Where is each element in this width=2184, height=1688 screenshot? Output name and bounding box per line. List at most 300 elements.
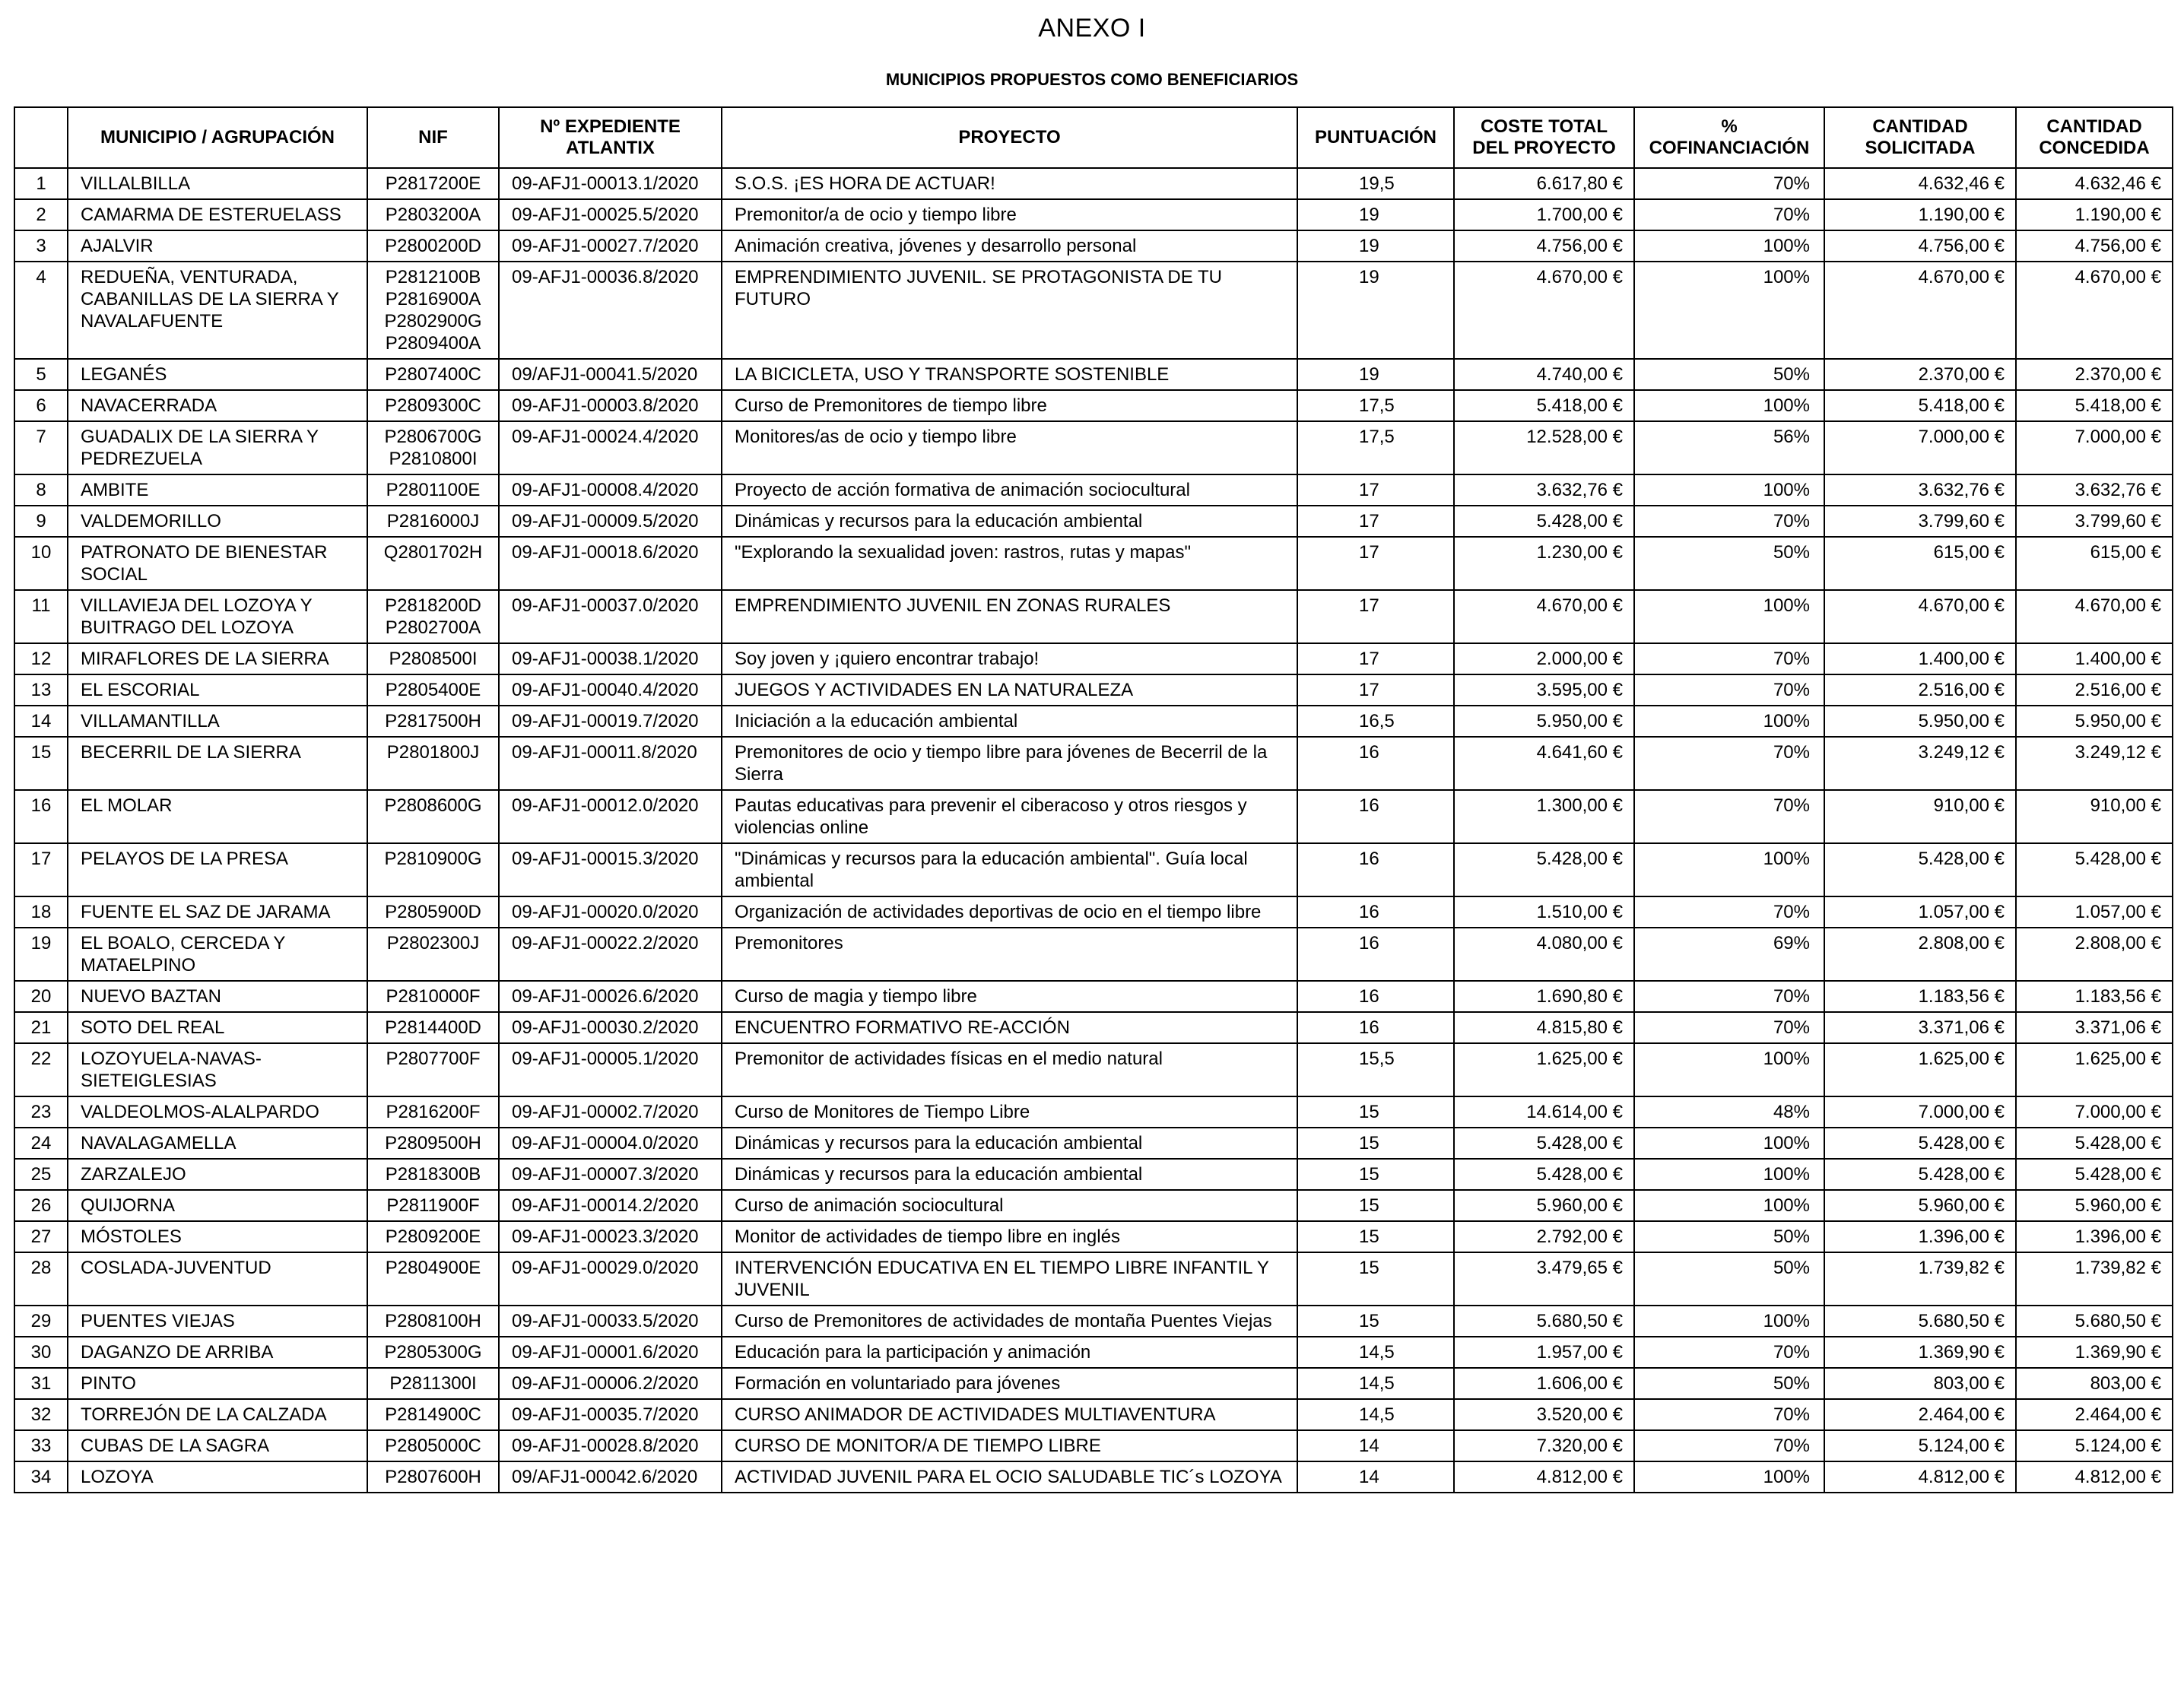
municipio-cell: PUENTES VIEJAS	[68, 1306, 367, 1337]
municipio-cell: NAVACERRADA	[68, 390, 367, 421]
table-row	[14, 590, 2173, 643]
municipio-cell: COSLADA-JUVENTUD	[68, 1252, 367, 1306]
cofinanciacion-cell: 50%	[1634, 1221, 1824, 1252]
cofinanciacion-cell: 50%	[1634, 359, 1824, 390]
cofinanciacion-cell: 50%	[1634, 537, 1824, 590]
expediente-cell: 09-AFJ1-00037.0/2020	[499, 590, 722, 643]
header-cofinanciacion: % COFINANCIACIÓN	[1634, 107, 1824, 168]
concedida-cell: 2.808,00 €	[2016, 928, 2173, 981]
nif-cell	[367, 537, 499, 590]
solicitada-cell: 1.739,82 €	[1824, 1252, 2016, 1306]
puntuacion-cell: 14,5	[1297, 1368, 1454, 1399]
solicitada-cell: 5.428,00 €	[1824, 1159, 2016, 1190]
expediente-cell: 09-AFJ1-00023.3/2020	[499, 1221, 722, 1252]
nif-value: P2807400C	[385, 364, 481, 385]
table-row	[14, 359, 2173, 390]
nif-cell	[367, 359, 499, 390]
puntuacion-cell: 16	[1297, 1012, 1454, 1043]
table-row	[14, 506, 2173, 537]
nif-value: P2810900G	[384, 849, 482, 869]
expediente-cell: 09-AFJ1-00005.1/2020	[499, 1043, 722, 1096]
nif-cell	[367, 1306, 499, 1337]
expediente-cell: 09-AFJ1-00028.8/2020	[499, 1430, 722, 1461]
expediente-cell: 09-AFJ1-00009.5/2020	[499, 506, 722, 537]
expediente-cell: 09-AFJ1-00012.0/2020	[499, 790, 722, 843]
expediente-cell: 09-AFJ1-00003.8/2020	[499, 390, 722, 421]
nif-value: P2816900A	[385, 289, 481, 309]
table-row	[14, 1252, 2173, 1306]
row-number: 1	[14, 168, 68, 199]
table-row	[14, 1012, 2173, 1043]
concedida-cell: 3.249,12 €	[2016, 737, 2173, 790]
row-number: 12	[14, 643, 68, 674]
municipio-cell: LEGANÉS	[68, 359, 367, 390]
proyecto-cell: INTERVENCIÓN EDUCATIVA EN EL TIEMPO LIBRE INFANTIL Y JUVENIL	[722, 1252, 1297, 1306]
table-row	[14, 1399, 2173, 1430]
concedida-cell: 5.950,00 €	[2016, 706, 2173, 737]
cofinanciacion-cell: 70%	[1634, 1430, 1824, 1461]
nif-value: P2805000C	[385, 1436, 481, 1456]
row-number: 27	[14, 1221, 68, 1252]
nif-value: Q2801702H	[383, 542, 483, 563]
solicitada-cell: 3.371,06 €	[1824, 1012, 2016, 1043]
row-number: 17	[14, 843, 68, 896]
municipio-cell: GUADALIX DE LA SIERRA Y PEDREZUELA	[68, 421, 367, 474]
beneficiaries-table	[14, 106, 2173, 1493]
municipio-cell: EL MOLAR	[68, 790, 367, 843]
nif-value: P2809500H	[385, 1133, 481, 1153]
nif-value: P2810000F	[386, 986, 481, 1007]
concedida-cell: 2.464,00 €	[2016, 1399, 2173, 1430]
coste-cell: 4.740,00 €	[1454, 359, 1634, 390]
nif-value: P2802300J	[386, 933, 480, 953]
coste-cell: 5.428,00 €	[1454, 1159, 1634, 1190]
header-cantidad-solicitada: CANTIDAD SOLICITADA	[1824, 107, 2016, 168]
coste-cell: 4.080,00 €	[1454, 928, 1634, 981]
solicitada-cell: 1.400,00 €	[1824, 643, 2016, 674]
puntuacion-cell: 14	[1297, 1430, 1454, 1461]
municipio-cell: QUIJORNA	[68, 1190, 367, 1221]
row-number: 32	[14, 1399, 68, 1430]
table-row	[14, 262, 2173, 359]
expediente-cell: 09-AFJ1-00001.6/2020	[499, 1337, 722, 1368]
cofinanciacion-cell: 70%	[1634, 737, 1824, 790]
nif-value: P2810800I	[389, 449, 478, 469]
expediente-cell: 09-AFJ1-00014.2/2020	[499, 1190, 722, 1221]
solicitada-cell: 4.812,00 €	[1824, 1461, 2016, 1493]
proyecto-cell: S.O.S. ¡ES HORA DE ACTUAR!	[722, 168, 1297, 199]
row-number: 4	[14, 262, 68, 359]
solicitada-cell: 1.625,00 €	[1824, 1043, 2016, 1096]
puntuacion-cell: 15	[1297, 1159, 1454, 1190]
concedida-cell: 1.057,00 €	[2016, 896, 2173, 928]
nif-value: P2807700F	[386, 1049, 481, 1069]
nif-value: P2803200A	[385, 205, 481, 225]
concedida-cell: 1.396,00 €	[2016, 1221, 2173, 1252]
proyecto-cell: Curso de Monitores de Tiempo Libre	[722, 1096, 1297, 1128]
puntuacion-cell: 19,5	[1297, 168, 1454, 199]
nif-value: P2802700A	[385, 617, 481, 638]
concedida-cell: 7.000,00 €	[2016, 421, 2173, 474]
cofinanciacion-cell: 100%	[1634, 1461, 1824, 1493]
municipio-cell: AMBITE	[68, 474, 367, 506]
puntuacion-cell: 16	[1297, 928, 1454, 981]
municipio-cell: CUBAS DE LA SAGRA	[68, 1430, 367, 1461]
puntuacion-cell: 15	[1297, 1306, 1454, 1337]
concedida-cell: 1.739,82 €	[2016, 1252, 2173, 1306]
expediente-cell: 09-AFJ1-00019.7/2020	[499, 706, 722, 737]
nif-value: P2818200D	[385, 595, 481, 616]
nif-cell	[367, 262, 499, 359]
municipio-cell: DAGANZO DE ARRIBA	[68, 1337, 367, 1368]
proyecto-cell: ACTIVIDAD JUVENIL PARA EL OCIO SALUDABLE TIC´s LOZOYA	[722, 1461, 1297, 1493]
puntuacion-cell: 16	[1297, 790, 1454, 843]
proyecto-cell: CURSO DE MONITOR/A DE TIEMPO LIBRE	[722, 1430, 1297, 1461]
coste-cell: 1.230,00 €	[1454, 537, 1634, 590]
row-number: 3	[14, 230, 68, 262]
concedida-cell: 803,00 €	[2016, 1368, 2173, 1399]
proyecto-cell: Formación en voluntariado para jóvenes	[722, 1368, 1297, 1399]
nif-cell	[367, 168, 499, 199]
solicitada-cell: 5.960,00 €	[1824, 1190, 2016, 1221]
proyecto-cell: Premonitor de actividades físicas en el medio natural	[722, 1043, 1297, 1096]
cofinanciacion-cell: 100%	[1634, 474, 1824, 506]
cofinanciacion-cell: 56%	[1634, 421, 1824, 474]
concedida-cell: 3.371,06 €	[2016, 1012, 2173, 1043]
proyecto-cell: Curso de Premonitores de actividades de montaña Puentes Viejas	[722, 1306, 1297, 1337]
municipio-cell: NUEVO BAZTAN	[68, 981, 367, 1012]
concedida-cell: 5.124,00 €	[2016, 1430, 2173, 1461]
nif-cell	[367, 421, 499, 474]
coste-cell: 1.300,00 €	[1454, 790, 1634, 843]
nif-cell	[367, 1012, 499, 1043]
cofinanciacion-cell: 100%	[1634, 1043, 1824, 1096]
nif-value: P2811300I	[389, 1373, 477, 1394]
nif-cell	[367, 790, 499, 843]
municipio-cell: REDUEÑA, VENTURADA, CABANILLAS DE LA SIERRA Y NAVALAFUENTE	[68, 262, 367, 359]
solicitada-cell: 615,00 €	[1824, 537, 2016, 590]
nif-cell	[367, 474, 499, 506]
proyecto-cell: Soy joven y ¡quiero encontrar trabajo!	[722, 643, 1297, 674]
table-row	[14, 1221, 2173, 1252]
nif-value: P2816200F	[386, 1102, 481, 1122]
solicitada-cell: 7.000,00 €	[1824, 1096, 2016, 1128]
table-row	[14, 790, 2173, 843]
proyecto-cell: Monitores/as de ocio y tiempo libre	[722, 421, 1297, 474]
cofinanciacion-cell: 100%	[1634, 590, 1824, 643]
cofinanciacion-cell: 50%	[1634, 1368, 1824, 1399]
row-number: 24	[14, 1128, 68, 1159]
solicitada-cell: 1.190,00 €	[1824, 199, 2016, 230]
puntuacion-cell: 17,5	[1297, 390, 1454, 421]
proyecto-cell: Premonitores	[722, 928, 1297, 981]
nif-value: P2818300B	[385, 1164, 481, 1185]
nif-value: P2804900E	[385, 1258, 481, 1278]
cofinanciacion-cell: 100%	[1634, 230, 1824, 262]
coste-cell: 1.510,00 €	[1454, 896, 1634, 928]
puntuacion-cell: 14,5	[1297, 1399, 1454, 1430]
proyecto-cell: EMPRENDIMIENTO JUVENIL. SE PROTAGONISTA DE TU FUTURO	[722, 262, 1297, 359]
municipio-cell: PATRONATO DE BIENESTAR SOCIAL	[68, 537, 367, 590]
nif-value: P2809300C	[385, 395, 481, 416]
concedida-cell: 3.632,76 €	[2016, 474, 2173, 506]
table-row	[14, 843, 2173, 896]
expediente-cell: 09/AFJ1-00041.5/2020	[499, 359, 722, 390]
header-cantidad-concedida: CANTIDAD CONCEDIDA	[2016, 107, 2173, 168]
row-number: 13	[14, 674, 68, 706]
nif-cell	[367, 706, 499, 737]
municipio-cell: LOZOYA	[68, 1461, 367, 1493]
solicitada-cell: 2.464,00 €	[1824, 1399, 2016, 1430]
coste-cell: 3.520,00 €	[1454, 1399, 1634, 1430]
proyecto-cell: Premonitores de ocio y tiempo libre para jóvenes de Becerril de la Sierra	[722, 737, 1297, 790]
expediente-cell: 09-AFJ1-00027.7/2020	[499, 230, 722, 262]
solicitada-cell: 1.369,90 €	[1824, 1337, 2016, 1368]
municipio-cell: LOZOYUELA-NAVAS-SIETEIGLESIAS	[68, 1043, 367, 1096]
solicitada-cell: 4.632,46 €	[1824, 168, 2016, 199]
cofinanciacion-cell: 100%	[1634, 1306, 1824, 1337]
concedida-cell: 5.960,00 €	[2016, 1190, 2173, 1221]
nif-cell	[367, 1159, 499, 1190]
concedida-cell: 5.428,00 €	[2016, 1128, 2173, 1159]
coste-cell: 4.756,00 €	[1454, 230, 1634, 262]
row-number: 23	[14, 1096, 68, 1128]
coste-cell: 5.428,00 €	[1454, 843, 1634, 896]
proyecto-cell: "Explorando la sexualidad joven: rastros, rutas y mapas"	[722, 537, 1297, 590]
proyecto-cell: EMPRENDIMIENTO JUVENIL EN ZONAS RURALES	[722, 590, 1297, 643]
nif-cell	[367, 981, 499, 1012]
cofinanciacion-cell: 70%	[1634, 790, 1824, 843]
header-coste-total: COSTE TOTAL DEL PROYECTO	[1454, 107, 1634, 168]
cofinanciacion-cell: 70%	[1634, 643, 1824, 674]
puntuacion-cell: 15,5	[1297, 1043, 1454, 1096]
nif-value: P2816000J	[386, 511, 480, 531]
nif-cell	[367, 896, 499, 928]
nif-value: P2817200E	[385, 173, 481, 194]
row-number: 16	[14, 790, 68, 843]
municipio-cell: FUENTE EL SAZ DE JARAMA	[68, 896, 367, 928]
proyecto-cell: Curso de magia y tiempo libre	[722, 981, 1297, 1012]
header-puntuacion: PUNTUACIÓN	[1297, 107, 1454, 168]
proyecto-cell: CURSO ANIMADOR DE ACTIVIDADES MULTIAVENTURA	[722, 1399, 1297, 1430]
nif-value: P2812100B	[385, 267, 481, 287]
proyecto-cell: Monitor de actividades de tiempo libre en inglés	[722, 1221, 1297, 1252]
puntuacion-cell: 15	[1297, 1252, 1454, 1306]
coste-cell: 5.960,00 €	[1454, 1190, 1634, 1221]
nif-cell	[367, 1461, 499, 1493]
coste-cell: 4.815,80 €	[1454, 1012, 1634, 1043]
nif-cell	[367, 506, 499, 537]
table-row	[14, 706, 2173, 737]
table-row	[14, 1043, 2173, 1096]
proyecto-cell: Dinámicas y recursos para la educación ambiental	[722, 1159, 1297, 1190]
puntuacion-cell: 16	[1297, 737, 1454, 790]
table-row	[14, 1430, 2173, 1461]
table-row	[14, 1368, 2173, 1399]
row-number: 30	[14, 1337, 68, 1368]
proyecto-cell: Curso de Premonitores de tiempo libre	[722, 390, 1297, 421]
cofinanciacion-cell: 70%	[1634, 1012, 1824, 1043]
coste-cell: 1.957,00 €	[1454, 1337, 1634, 1368]
municipio-cell: VALDEOLMOS-ALALPARDO	[68, 1096, 367, 1128]
cofinanciacion-cell: 70%	[1634, 199, 1824, 230]
municipio-cell: SOTO DEL REAL	[68, 1012, 367, 1043]
puntuacion-cell: 15	[1297, 1190, 1454, 1221]
table-row	[14, 1159, 2173, 1190]
header-number	[14, 107, 68, 168]
solicitada-cell: 1.057,00 €	[1824, 896, 2016, 928]
coste-cell: 5.418,00 €	[1454, 390, 1634, 421]
solicitada-cell: 3.632,76 €	[1824, 474, 2016, 506]
nif-value: P2814900C	[385, 1404, 481, 1425]
cofinanciacion-cell: 70%	[1634, 1337, 1824, 1368]
row-number: 25	[14, 1159, 68, 1190]
cofinanciacion-cell: 100%	[1634, 706, 1824, 737]
solicitada-cell: 4.756,00 €	[1824, 230, 2016, 262]
proyecto-cell: ENCUENTRO FORMATIVO RE-ACCIÓN	[722, 1012, 1297, 1043]
concedida-cell: 3.799,60 €	[2016, 506, 2173, 537]
row-number: 34	[14, 1461, 68, 1493]
row-number: 29	[14, 1306, 68, 1337]
table-body	[14, 168, 2173, 1493]
coste-cell: 5.680,50 €	[1454, 1306, 1634, 1337]
municipio-cell: TORREJÓN DE LA CALZADA	[68, 1399, 367, 1430]
coste-cell: 12.528,00 €	[1454, 421, 1634, 474]
solicitada-cell: 5.428,00 €	[1824, 1128, 2016, 1159]
coste-cell: 5.428,00 €	[1454, 1128, 1634, 1159]
solicitada-cell: 5.124,00 €	[1824, 1430, 2016, 1461]
nif-value: P2808500I	[389, 649, 478, 669]
coste-cell: 5.428,00 €	[1454, 506, 1634, 537]
nif-value: P2814400D	[385, 1017, 481, 1038]
puntuacion-cell: 16	[1297, 981, 1454, 1012]
puntuacion-cell: 17	[1297, 506, 1454, 537]
row-number: 2	[14, 199, 68, 230]
table-row	[14, 537, 2173, 590]
puntuacion-cell: 17	[1297, 537, 1454, 590]
expediente-cell: 09-AFJ1-00002.7/2020	[499, 1096, 722, 1128]
expediente-cell: 09-AFJ1-00040.4/2020	[499, 674, 722, 706]
cofinanciacion-cell: 100%	[1634, 262, 1824, 359]
concedida-cell: 1.183,56 €	[2016, 981, 2173, 1012]
puntuacion-cell: 17	[1297, 474, 1454, 506]
proyecto-cell: Dinámicas y recursos para la educación ambiental	[722, 506, 1297, 537]
row-number: 8	[14, 474, 68, 506]
row-number: 7	[14, 421, 68, 474]
proyecto-cell: Proyecto de acción formativa de animación sociocultural	[722, 474, 1297, 506]
cofinanciacion-cell: 70%	[1634, 506, 1824, 537]
solicitada-cell: 3.249,12 €	[1824, 737, 2016, 790]
puntuacion-cell: 19	[1297, 199, 1454, 230]
row-number: 21	[14, 1012, 68, 1043]
cofinanciacion-cell: 69%	[1634, 928, 1824, 981]
expediente-cell: 09-AFJ1-00030.2/2020	[499, 1012, 722, 1043]
nif-cell	[367, 843, 499, 896]
cofinanciacion-cell: 100%	[1634, 390, 1824, 421]
table-row	[14, 1096, 2173, 1128]
table-row	[14, 1337, 2173, 1368]
table-row	[14, 674, 2173, 706]
puntuacion-cell: 17,5	[1297, 421, 1454, 474]
proyecto-cell: Curso de animación sociocultural	[722, 1190, 1297, 1221]
nif-cell	[367, 1043, 499, 1096]
nif-cell	[367, 1337, 499, 1368]
solicitada-cell: 2.808,00 €	[1824, 928, 2016, 981]
nif-cell	[367, 643, 499, 674]
solicitada-cell: 1.183,56 €	[1824, 981, 2016, 1012]
row-number: 22	[14, 1043, 68, 1096]
table-row	[14, 474, 2173, 506]
nif-cell	[367, 1128, 499, 1159]
puntuacion-cell: 17	[1297, 643, 1454, 674]
municipio-cell: MÓSTOLES	[68, 1221, 367, 1252]
concedida-cell: 5.428,00 €	[2016, 1159, 2173, 1190]
coste-cell: 3.632,76 €	[1454, 474, 1634, 506]
table-header-row	[14, 107, 2173, 168]
solicitada-cell: 5.428,00 €	[1824, 843, 2016, 896]
coste-cell: 4.641,60 €	[1454, 737, 1634, 790]
expediente-cell: 09-AFJ1-00035.7/2020	[499, 1399, 722, 1430]
municipio-cell: VILLAMANTILLA	[68, 706, 367, 737]
municipio-cell: PELAYOS DE LA PRESA	[68, 843, 367, 896]
concedida-cell: 1.400,00 €	[2016, 643, 2173, 674]
table-row	[14, 1190, 2173, 1221]
row-number: 33	[14, 1430, 68, 1461]
concedida-cell: 4.670,00 €	[2016, 262, 2173, 359]
expediente-cell: 09-AFJ1-00020.0/2020	[499, 896, 722, 928]
document-subtitle: MUNICIPIOS PROPUESTOS COMO BENEFICIARIOS	[885, 70, 1299, 89]
concedida-cell: 2.370,00 €	[2016, 359, 2173, 390]
nif-cell	[367, 674, 499, 706]
cofinanciacion-cell: 100%	[1634, 1128, 1824, 1159]
puntuacion-cell: 15	[1297, 1221, 1454, 1252]
row-number: 20	[14, 981, 68, 1012]
table-row	[14, 199, 2173, 230]
nif-value: P2809200E	[385, 1226, 481, 1247]
nif-value: P2801800J	[386, 742, 480, 763]
nif-value: P2802900G	[384, 311, 482, 332]
coste-cell: 1.700,00 €	[1454, 199, 1634, 230]
solicitada-cell: 5.418,00 €	[1824, 390, 2016, 421]
coste-cell: 2.000,00 €	[1454, 643, 1634, 674]
nif-value: P2807600H	[385, 1467, 481, 1487]
concedida-cell: 5.428,00 €	[2016, 843, 2173, 896]
municipio-cell: BECERRIL DE LA SIERRA	[68, 737, 367, 790]
puntuacion-cell: 14,5	[1297, 1337, 1454, 1368]
cofinanciacion-cell: 100%	[1634, 1159, 1824, 1190]
puntuacion-cell: 14	[1297, 1461, 1454, 1493]
nif-cell	[367, 1368, 499, 1399]
puntuacion-cell: 19	[1297, 230, 1454, 262]
concedida-cell: 4.756,00 €	[2016, 230, 2173, 262]
expediente-cell: 09-AFJ1-00011.8/2020	[499, 737, 722, 790]
proyecto-cell: Organización de actividades deportivas de ocio en el tiempo libre	[722, 896, 1297, 928]
municipio-cell: ZARZALEJO	[68, 1159, 367, 1190]
nif-value: P2800200D	[385, 236, 481, 256]
table-row	[14, 737, 2173, 790]
header-proyecto: PROYECTO	[722, 107, 1297, 168]
proyecto-cell: Educación para la participación y animación	[722, 1337, 1297, 1368]
table-row	[14, 390, 2173, 421]
municipio-cell: MIRAFLORES DE LA SIERRA	[68, 643, 367, 674]
expediente-cell: 09-AFJ1-00033.5/2020	[499, 1306, 722, 1337]
header-expediente: Nº EXPEDIENTE ATLANTIX	[499, 107, 722, 168]
row-number: 15	[14, 737, 68, 790]
expediente-cell: 09-AFJ1-00026.6/2020	[499, 981, 722, 1012]
puntuacion-cell: 15	[1297, 1128, 1454, 1159]
nif-cell	[367, 1190, 499, 1221]
expediente-cell: 09-AFJ1-00029.0/2020	[499, 1252, 722, 1306]
